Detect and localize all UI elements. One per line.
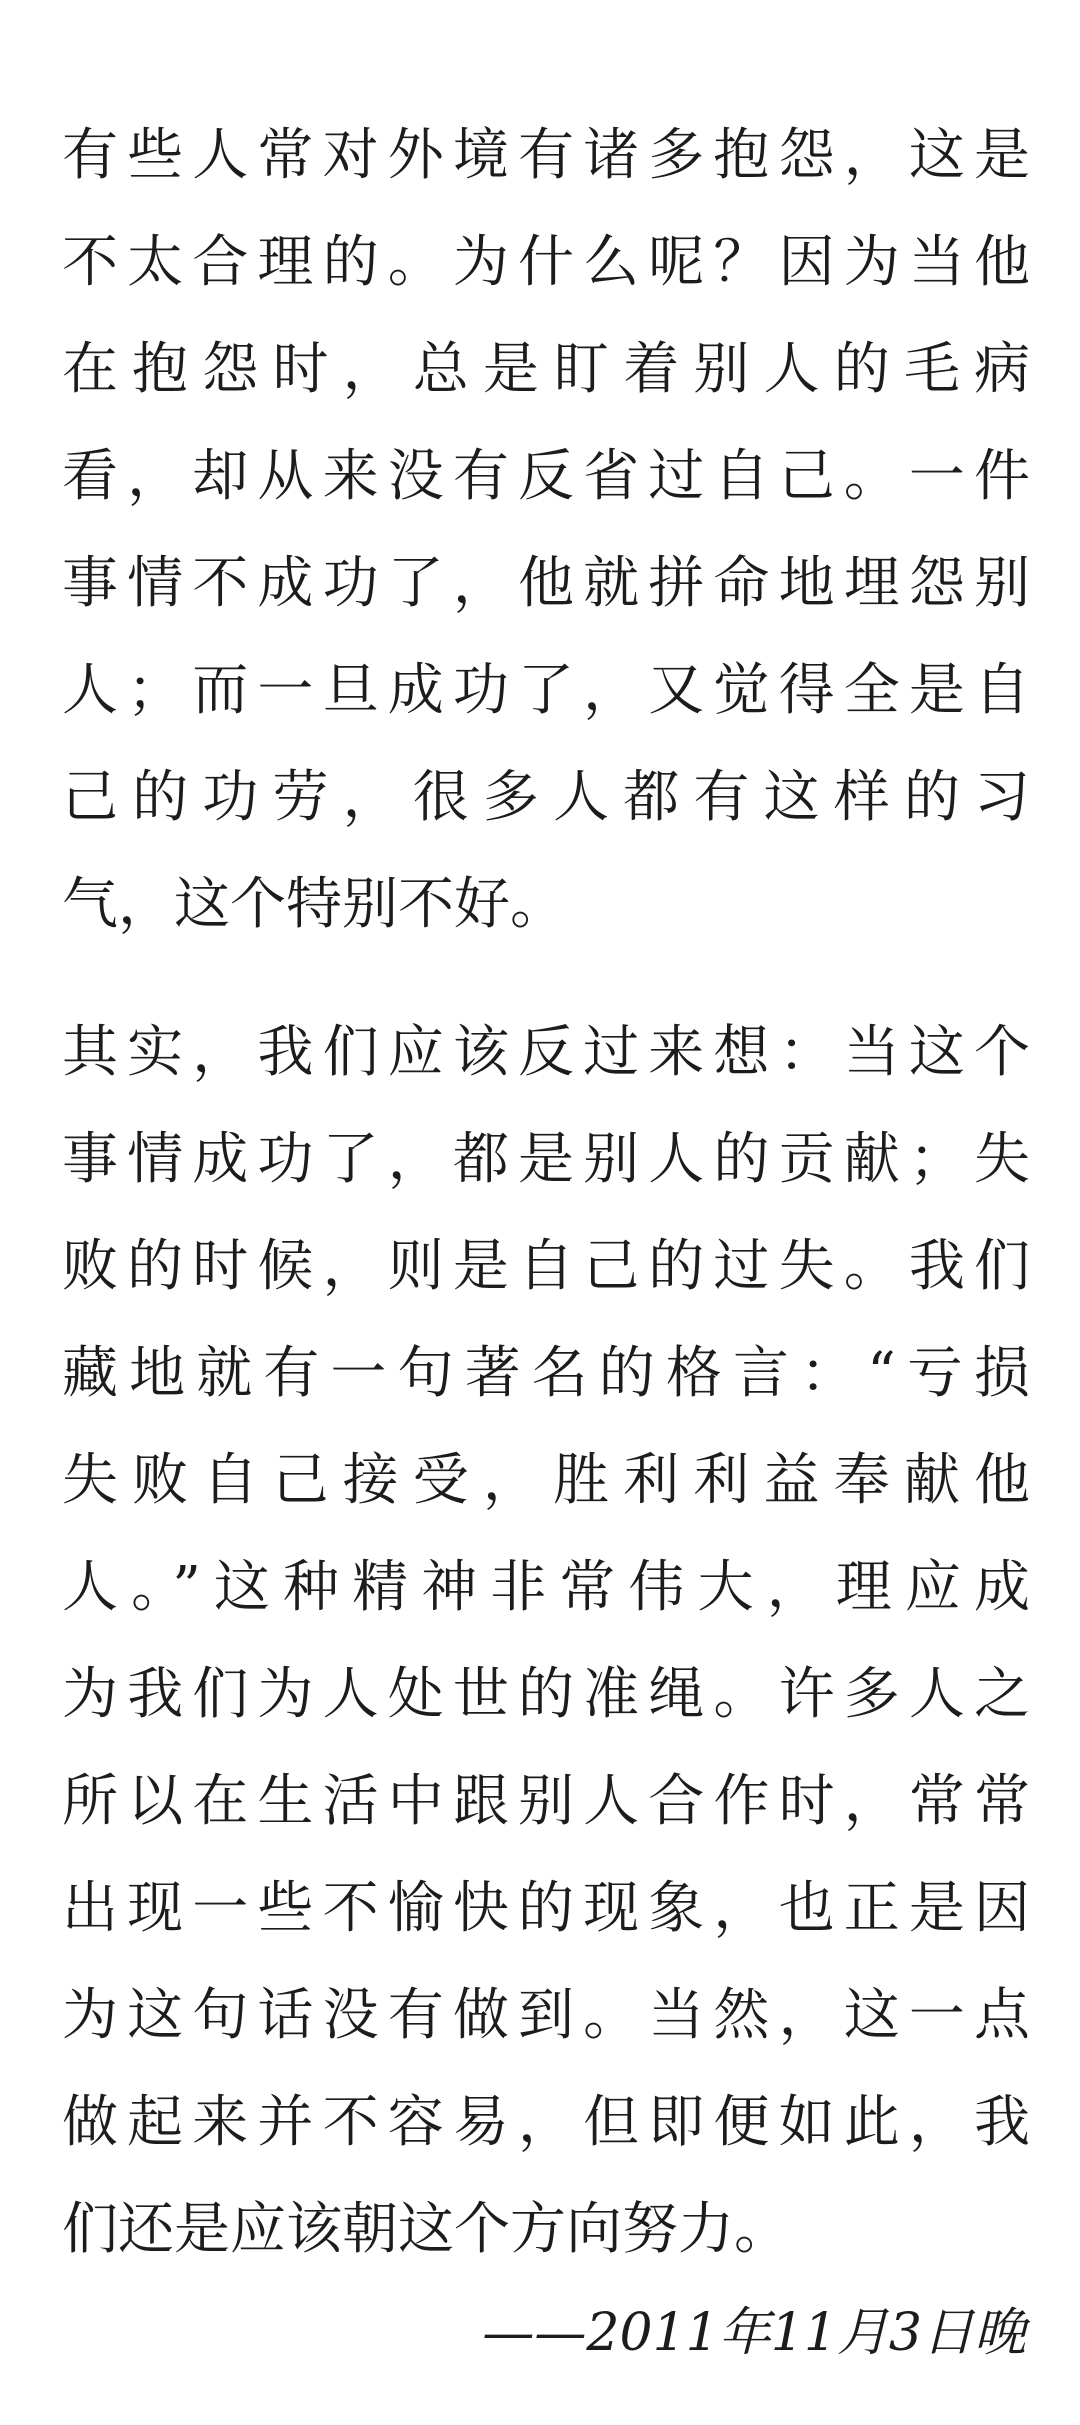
- text-line: 做起来并不容易，但即便如此，我: [62, 2090, 1030, 2155]
- text-line: 事情不成功了，他就拼命地埋怨别: [62, 551, 1030, 616]
- signature-date: ——2011年11月3日晚: [482, 2303, 1026, 2363]
- text-line: 气，这个特别不好。: [62, 872, 566, 937]
- text-line: 败的时候，则是自己的过失。我们: [62, 1234, 1030, 1299]
- text-line: 所以在生活中跟别人合作时，常常: [62, 1769, 1030, 1834]
- text-line: 在抱怨时，总是盯着别人的毛病: [62, 337, 1030, 402]
- article-body: [62, 102, 1030, 2283]
- text-line: 事情成功了，都是别人的贡献；失: [62, 1127, 1030, 1192]
- text-line: 看，却从来没有反省过自己。一件: [62, 444, 1030, 509]
- text-line: 人；而一旦成功了，又觉得全是自: [62, 658, 1030, 723]
- text-line: 人。”这种精神非常伟大，理应成: [62, 1555, 1030, 1620]
- text-line: 为这句话没有做到。当然，这一点: [62, 1983, 1030, 2048]
- text-line: 们还是应该朝这个方向努力。: [62, 2197, 790, 2262]
- text-line: 不太合理的。为什么呢？因为当他: [62, 230, 1030, 295]
- text-line: 失败自己接受，胜利利益奉献他: [62, 1448, 1030, 1513]
- text-line: 出现一些不愉快的现象，也正是因: [62, 1876, 1030, 1941]
- text-line: 其实，我们应该反过来想：当这个: [62, 1020, 1030, 1085]
- text-line: 藏地就有一句著名的格言：“亏损: [62, 1341, 1030, 1406]
- paragraph-2: [62, 999, 1030, 2283]
- text-line: 为我们为人处世的准绳。许多人之: [62, 1662, 1030, 1727]
- text-line: 己的功劳，很多人都有这样的习: [62, 765, 1030, 830]
- text-line: 有些人常对外境有诸多抱怨，这是: [62, 123, 1030, 188]
- paragraph-1: [62, 102, 1030, 958]
